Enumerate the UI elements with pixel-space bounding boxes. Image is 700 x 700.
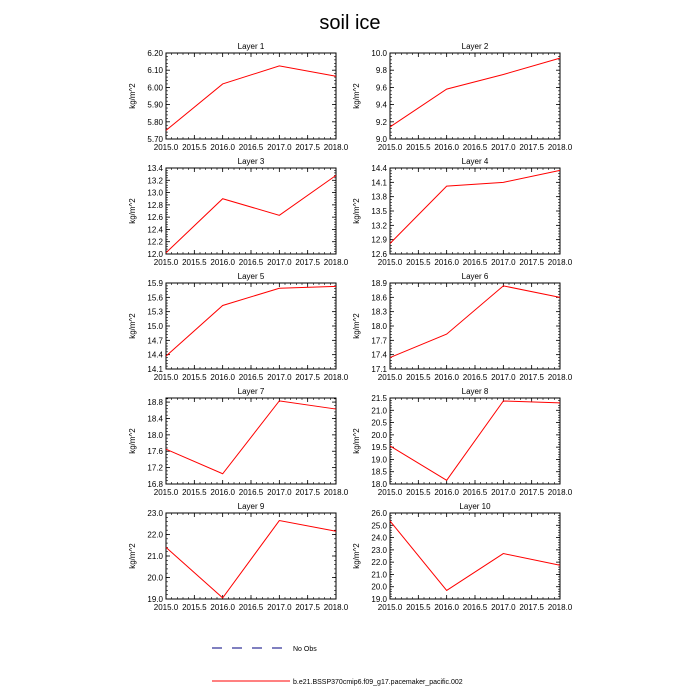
layer-10-ytick-label: 26.0 [371, 509, 387, 518]
layer-4-xtick-label: 2017.0 [491, 258, 516, 267]
layer-4-ytick-label: 14.1 [371, 178, 387, 188]
layer-1-panel [128, 42, 349, 152]
layer-3-ytick-label: 13.2 [147, 176, 163, 186]
layer-7-xtick-label: 2017.0 [267, 488, 292, 497]
layer-6-ylabel: kg/m^2 [352, 313, 361, 339]
layer-7-ytick-label: 17.2 [147, 463, 163, 473]
layer-9-frame [166, 513, 336, 599]
layer-7-ytick-label: 18.0 [147, 430, 163, 440]
layer-2-title: Layer 2 [461, 42, 489, 51]
layer-3-title: Layer 3 [237, 157, 265, 166]
layer-10-ylabel: kg/m^2 [352, 543, 361, 569]
layer-2-panel [352, 42, 573, 152]
layer-10-ytick-label: 19.0 [371, 595, 387, 604]
layer-3-xtick-label: 2018.0 [323, 258, 349, 267]
layer-5-xtick-label: 2017.5 [295, 373, 320, 382]
layer-4-ytick-label: 14.4 [371, 164, 387, 173]
layer-4-panel [352, 157, 573, 267]
layer-6-ytick-label: 18.0 [371, 322, 387, 331]
layer-5-series-line [166, 286, 336, 356]
layer-3-ytick-label: 12.6 [147, 213, 163, 223]
layer-1-frame [166, 53, 336, 139]
layer-10-title: Layer 10 [459, 502, 491, 511]
layer-4-ytick-label: 13.5 [371, 207, 387, 216]
layer-7-xtick-label: 2016.5 [238, 488, 264, 497]
layer-5-frame [166, 283, 336, 369]
layer-3-ytick-label: 13.0 [147, 188, 163, 198]
layer-5-title: Layer 5 [237, 272, 265, 281]
layer-9-ytick-label: 19.0 [147, 595, 163, 604]
layer-9-title: Layer 9 [237, 502, 265, 511]
layer-5-ytick-label: 14.1 [147, 365, 163, 374]
layer-8-ytick-label: 19.0 [371, 455, 387, 465]
layer-1-xtick-label: 2018.0 [323, 143, 349, 152]
layer-7-xtick-label: 2018.0 [323, 488, 349, 497]
layer-1-ytick-label: 5.90 [147, 100, 163, 110]
layer-1-ytick-label: 5.80 [147, 117, 163, 127]
layer-6-xtick-label: 2015.0 [377, 373, 403, 382]
layer-7-ytick-label: 18.4 [147, 414, 163, 424]
layer-1-ytick-label: 6.20 [147, 49, 163, 58]
layer-6-ytick-label: 17.7 [371, 336, 387, 346]
layer-4-frame [390, 168, 560, 254]
layer-3-xtick-label: 2017.5 [295, 258, 320, 267]
layer-2-ytick-label: 9.8 [375, 66, 387, 76]
layer-5-panel [128, 272, 349, 382]
layer-3-xtick-label: 2015.5 [182, 258, 207, 267]
layer-3-ytick-label: 13.4 [147, 164, 163, 173]
layer-9-ylabel: kg/m^2 [128, 543, 137, 569]
layer-10-panel [352, 502, 573, 612]
layer-4-ytick-label: 12.6 [371, 250, 387, 259]
layer-2-xtick-label: 2016.0 [434, 143, 459, 152]
layer-4-title: Layer 4 [461, 157, 489, 166]
layer-7-xtick-label: 2017.5 [295, 488, 320, 497]
layer-8-xtick-label: 2018.0 [547, 488, 573, 497]
layer-1-ytick-label: 5.70 [147, 135, 163, 144]
layer-3-ytick-label: 12.2 [147, 237, 163, 247]
layer-9-xtick-label: 2015.5 [182, 603, 207, 612]
layer-6-panel [352, 272, 573, 382]
layer-10-xtick-label: 2018.0 [547, 603, 573, 612]
layer-10-ytick-label: 23.0 [371, 545, 387, 555]
layer-5-ytick-label: 15.6 [147, 293, 163, 303]
layer-10-xtick-label: 2017.0 [491, 603, 516, 612]
layer-10-ytick-label: 25.0 [371, 521, 387, 531]
layer-5-xtick-label: 2016.0 [210, 373, 235, 382]
layer-8-xtick-label: 2016.0 [434, 488, 459, 497]
layer-2-ytick-label: 9.0 [375, 135, 387, 144]
layer-8-xtick-label: 2016.5 [462, 488, 488, 497]
layer-9-xtick-label: 2017.5 [295, 603, 320, 612]
layer-7-xtick-label: 2015.0 [153, 488, 179, 497]
layer-2-ytick-label: 9.4 [375, 100, 387, 110]
layer-1-xtick-label: 2016.0 [210, 143, 235, 152]
layer-4-ytick-label: 13.2 [371, 221, 387, 231]
layer-5-ytick-label: 15.0 [147, 322, 163, 331]
layer-2-xtick-label: 2016.5 [462, 143, 488, 152]
layer-10-xtick-label: 2015.0 [377, 603, 403, 612]
layer-2-xtick-label: 2015.0 [377, 143, 403, 152]
layer-6-frame [390, 283, 560, 369]
layer-4-xtick-label: 2016.5 [462, 258, 488, 267]
layer-10-series-line [390, 521, 560, 590]
layer-10-ytick-label: 20.0 [371, 582, 387, 592]
layer-2-ytick-label: 10.0 [371, 49, 387, 58]
layer-8-ylabel: kg/m^2 [352, 428, 361, 454]
layer-5-xtick-label: 2016.5 [238, 373, 264, 382]
layer-2-xtick-label: 2017.0 [491, 143, 516, 152]
layer-10-ytick-label: 21.0 [371, 570, 387, 580]
layer-9-xtick-label: 2015.0 [153, 603, 179, 612]
layer-2-ytick-label: 9.2 [375, 117, 387, 127]
layer-2-series-line [390, 58, 560, 127]
layer-9-xtick-label: 2017.0 [267, 603, 292, 612]
layer-1-xtick-label: 2016.5 [238, 143, 264, 152]
layer-3-xtick-label: 2017.0 [267, 258, 292, 267]
layer-6-ytick-label: 18.9 [371, 279, 387, 288]
layer-5-ytick-label: 15.9 [147, 279, 163, 288]
figure-title: soil ice [319, 12, 381, 34]
layer-5-xtick-label: 2015.5 [182, 373, 207, 382]
layer-8-ytick-label: 21.5 [371, 394, 387, 403]
layer-6-ytick-label: 17.4 [371, 350, 387, 360]
layer-4-xtick-label: 2015.5 [406, 258, 431, 267]
layer-7-frame [166, 398, 336, 484]
layer-6-ytick-label: 18.6 [371, 293, 387, 303]
layer-9-xtick-label: 2016.0 [210, 603, 235, 612]
layer-4-series-line [390, 170, 560, 243]
layer-5-ylabel: kg/m^2 [128, 313, 137, 339]
layer-9-panel [128, 502, 349, 612]
layer-8-xtick-label: 2017.0 [491, 488, 516, 497]
layer-3-ytick-label: 12.4 [147, 225, 163, 235]
layer-3-ytick-label: 12.0 [147, 250, 163, 259]
layer-1-title: Layer 1 [237, 42, 265, 51]
layer-1-ytick-label: 6.00 [147, 83, 163, 93]
layer-8-ytick-label: 21.0 [371, 406, 387, 416]
layer-7-ylabel: kg/m^2 [128, 428, 137, 454]
layer-3-frame [166, 168, 336, 254]
legend-series-label: b.e21.BSSP370cmip6.f09_g17.pacemaker_pacific.002 [293, 679, 463, 686]
layer-6-xtick-label: 2017.0 [491, 373, 516, 382]
layer-6-xtick-label: 2016.0 [434, 373, 459, 382]
layer-3-xtick-label: 2016.0 [210, 258, 235, 267]
layer-6-series-line [390, 286, 560, 358]
legend [212, 646, 463, 686]
layer-3-xtick-label: 2015.0 [153, 258, 179, 267]
panel-grid [128, 42, 573, 612]
layer-5-xtick-label: 2018.0 [323, 373, 349, 382]
layer-5-xtick-label: 2015.0 [153, 373, 179, 382]
layer-4-ytick-label: 13.8 [371, 192, 387, 202]
layer-3-series-line [166, 175, 336, 252]
legend-no-obs-label: No Obs [293, 646, 317, 653]
layer-8-series-line [390, 401, 560, 480]
layer-8-ytick-label: 20.0 [371, 430, 387, 440]
layer-6-xtick-label: 2015.5 [406, 373, 431, 382]
layer-1-xtick-label: 2015.0 [153, 143, 179, 152]
layer-8-title: Layer 8 [461, 387, 489, 396]
layer-8-ytick-label: 18.5 [371, 467, 387, 477]
layer-2-xtick-label: 2017.5 [519, 143, 544, 152]
layer-1-xtick-label: 2015.5 [182, 143, 207, 152]
layer-7-series-line [166, 401, 336, 474]
layer-1-xtick-label: 2017.5 [295, 143, 320, 152]
layer-6-xtick-label: 2016.5 [462, 373, 488, 382]
layer-9-ytick-label: 20.0 [147, 573, 163, 583]
layer-3-ytick-label: 12.8 [147, 200, 163, 210]
layer-10-xtick-label: 2017.5 [519, 603, 544, 612]
layer-4-xtick-label: 2018.0 [547, 258, 573, 267]
layer-10-frame [390, 513, 560, 599]
layer-9-series-line [166, 521, 336, 598]
layer-6-ytick-label: 18.3 [371, 307, 387, 317]
layer-4-ytick-label: 12.9 [371, 235, 387, 245]
layer-8-xtick-label: 2015.5 [406, 488, 431, 497]
layer-10-xtick-label: 2016.0 [434, 603, 459, 612]
layer-8-ytick-label: 18.0 [371, 480, 387, 489]
layer-7-xtick-label: 2015.5 [182, 488, 207, 497]
layer-5-xtick-label: 2017.0 [267, 373, 292, 382]
layer-2-xtick-label: 2018.0 [547, 143, 573, 152]
layer-3-ylabel: kg/m^2 [128, 198, 137, 224]
layer-10-xtick-label: 2015.5 [406, 603, 431, 612]
layer-3-xtick-label: 2016.5 [238, 258, 264, 267]
layer-8-xtick-label: 2015.0 [377, 488, 403, 497]
layer-10-ytick-label: 24.0 [371, 533, 387, 543]
layer-3-panel [128, 157, 349, 267]
layer-7-title: Layer 7 [237, 387, 265, 396]
layer-1-series-line [166, 66, 336, 130]
layer-2-ytick-label: 9.6 [375, 83, 387, 93]
layer-7-ytick-label: 18.8 [147, 398, 163, 408]
layer-5-ytick-label: 14.7 [147, 336, 163, 346]
layer-2-xtick-label: 2015.5 [406, 143, 431, 152]
layer-8-xtick-label: 2017.5 [519, 488, 544, 497]
layer-9-xtick-label: 2016.5 [238, 603, 264, 612]
layer-7-panel [128, 387, 349, 497]
layer-4-ylabel: kg/m^2 [352, 198, 361, 224]
layer-10-ytick-label: 22.0 [371, 558, 387, 568]
layer-9-ytick-label: 21.0 [147, 552, 163, 561]
layer-5-ytick-label: 14.4 [147, 350, 163, 360]
layer-7-ytick-label: 16.8 [147, 480, 163, 489]
layer-8-ytick-label: 20.5 [371, 418, 387, 428]
layer-1-xtick-label: 2017.0 [267, 143, 292, 152]
layer-6-xtick-label: 2017.5 [519, 373, 544, 382]
layer-8-panel [352, 387, 573, 497]
layer-1-ytick-label: 6.10 [147, 66, 163, 76]
layer-1-ylabel: kg/m^2 [128, 83, 137, 109]
layer-7-xtick-label: 2016.0 [210, 488, 235, 497]
layer-4-xtick-label: 2017.5 [519, 258, 544, 267]
layer-6-ytick-label: 17.1 [371, 365, 387, 374]
layer-9-ytick-label: 23.0 [147, 509, 163, 518]
layer-6-title: Layer 6 [461, 272, 489, 281]
layer-6-xtick-label: 2018.0 [547, 373, 573, 382]
layer-7-ytick-label: 17.6 [147, 447, 163, 457]
layer-4-xtick-label: 2016.0 [434, 258, 459, 267]
layer-4-xtick-label: 2015.0 [377, 258, 403, 267]
layer-8-ytick-label: 19.5 [371, 443, 387, 453]
layer-10-xtick-label: 2016.5 [462, 603, 488, 612]
layer-9-xtick-label: 2018.0 [323, 603, 349, 612]
layer-5-ytick-label: 15.3 [147, 307, 163, 317]
layer-9-ytick-label: 22.0 [147, 530, 163, 540]
layer-2-ylabel: kg/m^2 [352, 83, 361, 109]
